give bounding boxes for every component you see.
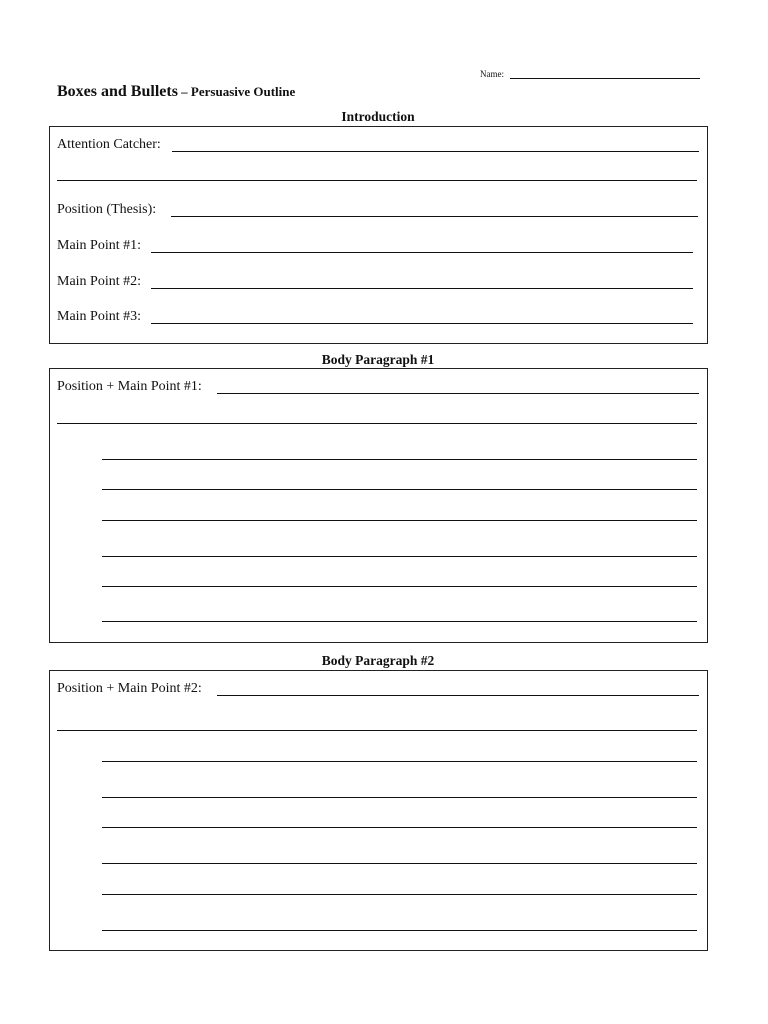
body-2-position-label: Position + Main Point #2:	[57, 681, 202, 696]
body-2-bullet-line[interactable]	[102, 863, 697, 864]
body-paragraph-1-heading: Body Paragraph #1	[321, 352, 435, 367]
body-1-bullet-line[interactable]	[102, 489, 697, 490]
body-paragraph-1-box	[49, 368, 708, 643]
attention-catcher-line-2[interactable]	[57, 180, 697, 181]
name-label: Name:	[480, 69, 504, 79]
introduction-box	[49, 126, 708, 344]
body-1-bullet-line[interactable]	[102, 621, 697, 622]
body-1-bullet-line[interactable]	[102, 556, 697, 557]
main-point-1-label: Main Point #1:	[57, 238, 142, 253]
position-thesis-line[interactable]	[171, 216, 698, 217]
title-text: Boxes and Bullets	[57, 83, 178, 100]
attention-catcher-line[interactable]	[172, 151, 699, 152]
body-1-bullet-line[interactable]	[102, 520, 697, 521]
body-2-bullet-line[interactable]	[102, 930, 697, 931]
body-1-position-line[interactable]	[217, 393, 699, 394]
body-2-bullet-line[interactable]	[102, 827, 697, 828]
body-1-bullet-line[interactable]	[102, 459, 697, 460]
body-1-position-line-2[interactable]	[57, 423, 697, 424]
main-point-1-line[interactable]	[151, 252, 693, 253]
subtitle-text: Persuasive Outline	[190, 84, 296, 99]
main-point-3-line[interactable]	[151, 323, 693, 324]
attention-catcher-label: Attention Catcher:	[57, 137, 161, 152]
title-dash: –	[177, 84, 191, 99]
body-paragraph-2-box	[49, 670, 708, 951]
body-2-bullet-line[interactable]	[102, 797, 697, 798]
body-2-bullet-line[interactable]	[102, 761, 697, 762]
body-2-bullet-line[interactable]	[102, 894, 697, 895]
body-2-position-line[interactable]	[217, 695, 699, 696]
introduction-heading: Introduction	[341, 109, 415, 124]
main-point-2-line[interactable]	[151, 288, 693, 289]
document-title	[57, 83, 295, 101]
body-2-position-line-2[interactable]	[57, 730, 697, 731]
main-point-3-label: Main Point #3:	[57, 309, 142, 324]
main-point-2-label: Main Point #2:	[57, 274, 142, 289]
name-field[interactable]	[510, 78, 700, 79]
body-1-position-label: Position + Main Point #1:	[57, 379, 202, 394]
body-1-bullet-line[interactable]	[102, 586, 697, 587]
body-paragraph-2-heading: Body Paragraph #2	[321, 653, 435, 668]
position-thesis-label: Position (Thesis):	[57, 202, 157, 217]
